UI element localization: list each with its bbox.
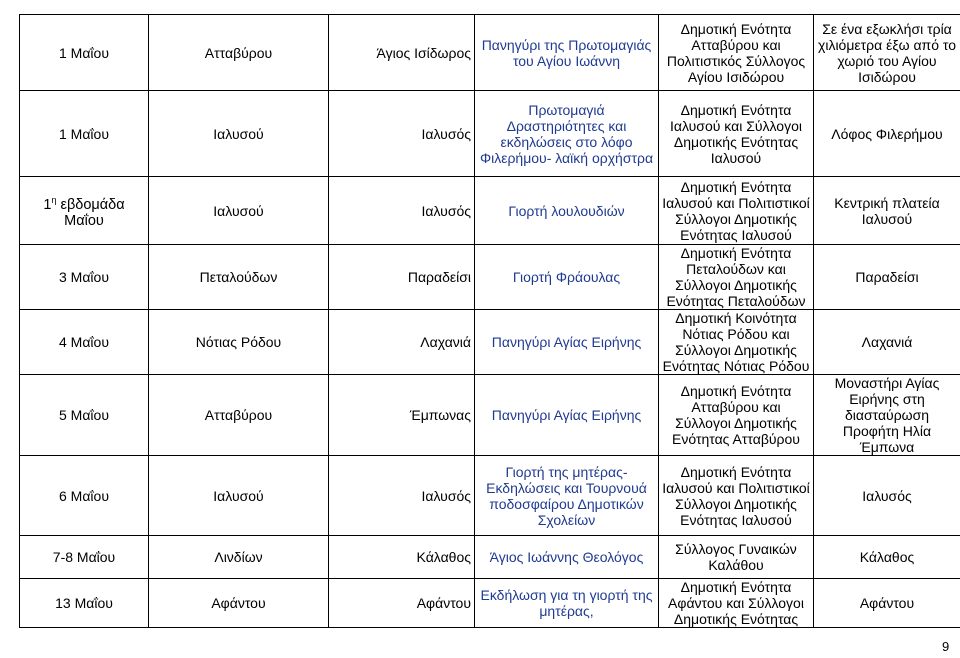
venue-cell: Κεντρική πλατεία Ιαλυσού: [814, 177, 960, 245]
table-row: [20, 245, 960, 310]
location-cell: Ιαλυσός: [329, 91, 475, 177]
date-cell: 7-8 Μαΐου: [20, 536, 149, 579]
venue-cell: Λόφος Φιλερήμου: [814, 91, 960, 177]
table-row: [20, 310, 960, 375]
event-cell: Άγιος Ιωάννης Θεολόγος: [475, 536, 659, 579]
event-cell: Πανηγύρι Αγίας Ειρήνης: [475, 310, 659, 375]
event-cell: Εκδήλωση για τη γιορτή της μητέρας,: [475, 579, 659, 628]
municipality-cell: Ιαλυσού: [149, 177, 329, 245]
organizer-cell: Δημοτική Ενότητα Πεταλούδων και Σύλλογοι Δημοτικής Ενότητας Πεταλούδων: [659, 245, 814, 310]
municipality-cell: Ιαλυσού: [149, 91, 329, 177]
date-superscript: η: [51, 195, 57, 206]
location-cell: Έμπωνας: [329, 375, 475, 456]
location-cell: Ιαλυσός: [329, 456, 475, 536]
location-cell: Άγιος Ισίδωρος: [329, 15, 475, 91]
organizer-cell: Δημοτική Κοινότητα Νότιας Ρόδου και Σύλλογοι Δημοτικής Ενότητας Νότιας Ρόδου: [659, 310, 814, 375]
venue-cell: Αφάντου: [814, 579, 960, 628]
table-row: [20, 91, 960, 177]
organizer-cell: Δημοτική Ενότητα Ιαλυσού και Πολιτιστικοί Σύλλογοι Δημοτικής Ενότητας Ιαλυσού: [659, 456, 814, 536]
municipality-cell: Πεταλούδων: [149, 245, 329, 310]
municipality-cell: Ιαλυσού: [149, 456, 329, 536]
table-row: [20, 15, 960, 91]
table-row: [20, 375, 960, 456]
municipality-cell: Ατταβύρου: [149, 375, 329, 456]
location-cell: Αφάντου: [329, 579, 475, 628]
organizer-cell: Δημοτική Ενότητα Ιαλυσού και Πολιτιστικοί Σύλλογοι Δημοτικής Ενότητας Ιαλυσού: [659, 177, 814, 245]
event-cell: Γιορτή Φράουλας: [475, 245, 659, 310]
table-row: [20, 536, 960, 579]
event-cell: Γιορτή λουλουδιών: [475, 177, 659, 245]
municipality-cell: Νότιας Ρόδου: [149, 310, 329, 375]
date-text: εβδομάδα Μαΐου: [60, 196, 125, 229]
date-cell: 1 Μαΐου: [20, 15, 149, 91]
date-cell: [20, 177, 149, 245]
table-row: [20, 456, 960, 536]
event-cell: Πανηγύρι Αγίας Ειρήνης: [475, 375, 659, 456]
municipality-cell: Αφάντου: [149, 579, 329, 628]
venue-cell: Σε ένα εξωκλήσι τρία χιλιόμετρα έξω από το χωριό του Αγίου Ισιδώρου: [814, 15, 960, 91]
location-cell: Ιαλυσός: [329, 177, 475, 245]
venue-cell: Παραδείσι: [814, 245, 960, 310]
event-cell: Γιορτή της μητέρας- Εκδηλώσεις και Τουρνουά ποδοσφαίρου Δημοτικών Σχολείων: [475, 456, 659, 536]
venue-cell: Ιαλυσός: [814, 456, 960, 536]
events-table: [19, 14, 960, 628]
organizer-cell: Δημοτική Ενότητα Ατταβύρου και Πολιτιστικός Σύλλογος Αγίου Ισιδώρου: [659, 15, 814, 91]
table-row: [20, 579, 960, 628]
table-row: [20, 177, 960, 245]
date-cell: 13 Μαΐου: [20, 579, 149, 628]
event-cell: Πανηγύρι της Πρωτομαγιάς του Αγίου Ιωάννη: [475, 15, 659, 91]
date-cell: 6 Μαΐου: [20, 456, 149, 536]
organizer-cell: Δημοτική Ενότητα Ιαλυσού και Σύλλογοι Δημοτικής Ενότητας Ιαλυσού: [659, 91, 814, 177]
location-cell: Παραδείσι: [329, 245, 475, 310]
municipality-cell: Λινδίων: [149, 536, 329, 579]
organizer-cell: Σύλλογος Γυναικών Καλάθου: [659, 536, 814, 579]
location-cell: Λαχανιά: [329, 310, 475, 375]
organizer-cell: Δημοτική Ενότητα Ατταβύρου και Σύλλογοι Δημοτικής Ενότητας Ατταβύρου: [659, 375, 814, 456]
date-cell: 5 Μαΐου: [20, 375, 149, 456]
date-prefix: 1: [43, 196, 52, 213]
venue-cell: Λαχανιά: [814, 310, 960, 375]
municipality-cell: Ατταβύρου: [149, 15, 329, 91]
date-cell: 1 Μαΐου: [20, 91, 149, 177]
event-cell: Πρωτομαγιά Δραστηριότητες και εκδηλώσεις στο λόφο Φιλερήμου- λαϊκή ορχήστρα: [475, 91, 659, 177]
page-number: 9: [942, 639, 950, 654]
organizer-cell: Δημοτική Ενότητα Αφάντου και Σύλλογοι Δημοτικής Ενότητας: [659, 579, 814, 628]
date-cell: 4 Μαΐου: [20, 310, 149, 375]
venue-cell: Κάλαθος: [814, 536, 960, 579]
location-cell: Κάλαθος: [329, 536, 475, 579]
venue-cell: Μοναστήρι Αγίας Ειρήνης στη διασταύρωση Προφήτη Ηλία Έμπωνα: [814, 375, 960, 456]
date-cell: 3 Μαΐου: [20, 245, 149, 310]
